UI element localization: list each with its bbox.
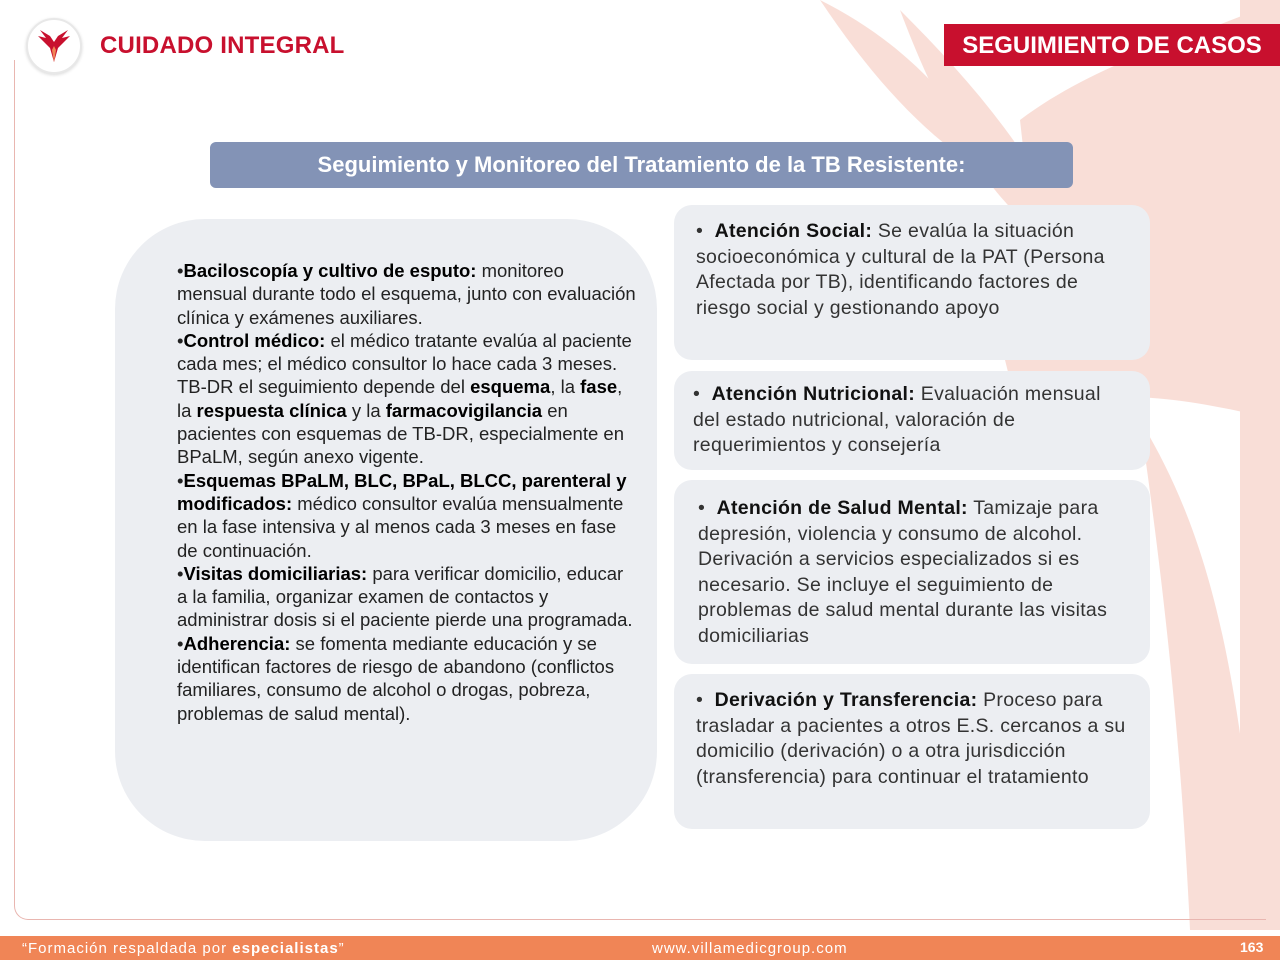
mental-health-card: • Atención de Salud Mental: Tamizaje para depresión, violencia y consumo de alcohol. Derivación a servicios especializados si es necesario. Se incluye el seguimiento de problemas de salud mental durante las visitas domiciliarias [674,480,1150,664]
section-tag: SEGUIMIENTO DE CASOS [944,24,1280,66]
monitoring-list [177,259,637,725]
brand-title: CUIDADO INTEGRAL [100,32,345,59]
referral-transfer-card: • Derivación y Transferencia: Proceso para trasladar a pacientes a otros E.S. cercanos a su domicilio (derivación) o a otra jurisdicción (transferencia) para continuar el tratamiento [674,674,1150,829]
list-item: •Adherencia: se fomenta mediante educación y se identifican factores de riesgo de abandono (conflictos familiares, consumo de alcohol o drogas, pobreza, problemas de salud mental). [177,632,615,724]
slide-title: Seguimiento y Monitoreo del Tratamiento de la TB Resistente: [210,142,1073,188]
footer-website: www.villamedicgroup.com [652,940,848,957]
list-item: •Control médico: el médico tratante evalúa al paciente cada mes; el médico consultor lo hace cada 3 meses. TB-DR el seguimiento depende del esquema, la fase, la respuesta clínica y la farmacovigilancia en pacientes con esquemas de TB-DR, especialmente en BPaLM, según anexo vigente. [177,329,632,468]
list-item: •Baciloscopía y cultivo de esputo: monitoreo mensual durante todo el esquema, junto con evaluación clínica y exámenes auxiliares. [177,260,636,328]
footer-slogan: “Formación respaldada por especialistas” [22,940,345,957]
list-item: •Esquemas BPaLM, BLC, BPaL, BLCC, parenteral y modificados: médico consultor evalúa mensualmente en la fase intensiva y al menos cada 3 meses en fase de continuación. [177,469,627,561]
footer-bar [0,936,1280,960]
phoenix-logo-icon [26,18,82,74]
list-item: •Visitas domiciliarias: para verificar domicilio, educar a la familia, organizar examen de contactos y administrar dosis si el paciente pierde una programada. [177,562,633,631]
nutrition-care-card: • Atención Nutricional: Evaluación mensual del estado nutricional, valoración de requerimientos y consejería [674,371,1150,470]
page-number: 163 [1240,939,1264,955]
social-care-card: • Atención Social: Se evalúa la situación socioeconómica y cultural de la PAT (Persona Afectada por TB), identificando factores de riesgo social y gestionando apoyo [674,205,1150,360]
